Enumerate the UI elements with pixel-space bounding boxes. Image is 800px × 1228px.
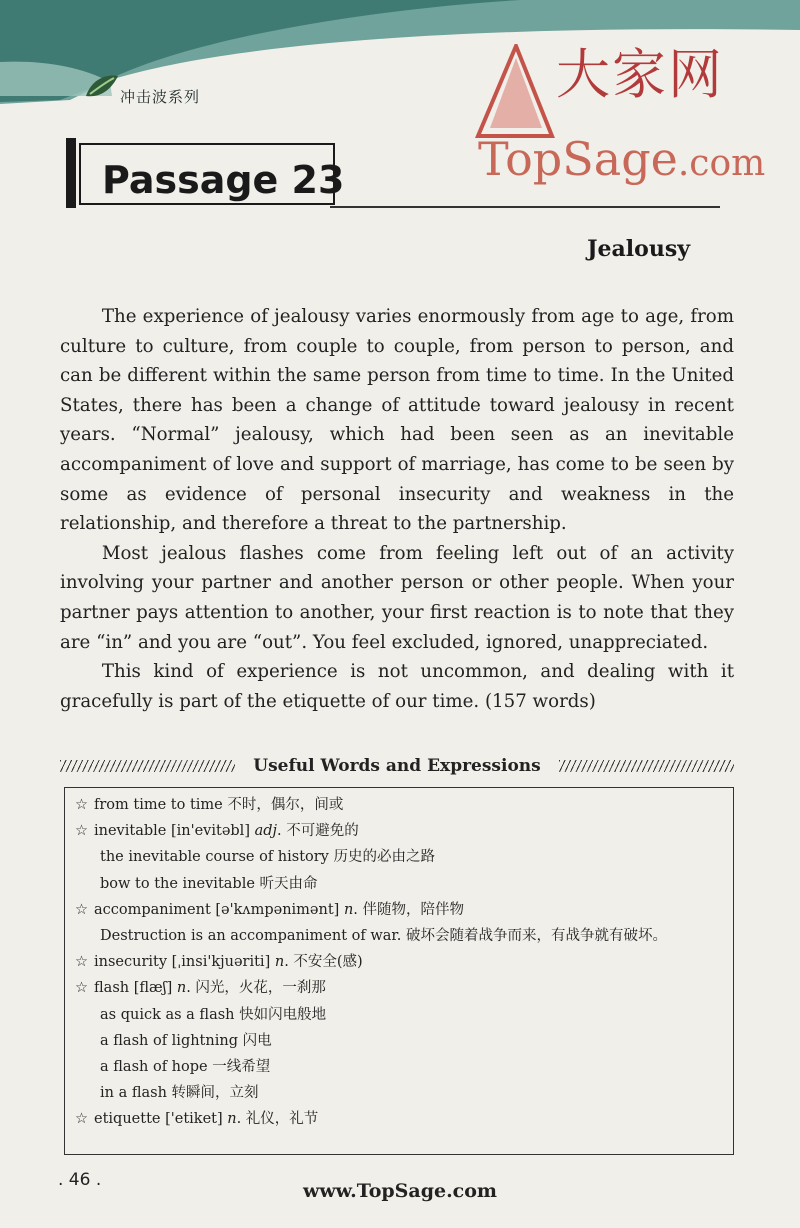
star-icon: ☆	[75, 823, 88, 840]
star-icon: ☆	[75, 980, 88, 997]
vocab-entry	[75, 792, 723, 818]
entry-head: flash [flæʃ]	[94, 980, 177, 997]
vocab-example: bow to the inevitable 听天由命	[100, 875, 318, 892]
vocab-entry	[75, 975, 723, 1001]
entry-head: accompaniment [ə'kʌmpənimənt]	[94, 901, 344, 918]
part-of-speech: n	[343, 901, 354, 918]
watermark-brand-cn: 大家网	[556, 43, 724, 106]
series-label: 冲击波系列	[120, 88, 201, 106]
watermark-brand-name: TopSage	[478, 132, 678, 186]
hatch-right	[559, 760, 734, 772]
vocab-example: Destruction is an accompaniment of war. 破坏会随着战争而来，有战争就有破坏。	[100, 928, 667, 945]
star-icon: ☆	[75, 1111, 88, 1128]
watermark-brand-en	[478, 132, 765, 186]
part-of-speech: n	[227, 1111, 237, 1128]
paragraph: This kind of experience is not uncommon, and dealing with it gracefully is part of the etiquette of our time. (157 words)	[60, 661, 734, 712]
entry-gloss: . 礼仪，礼节	[236, 1111, 319, 1128]
paragraph: Most jealous flashes come from feeling left out of an activity involving your partner and another person or other people. When your partner pays attention to another, your first reaction is to note that they are “in” and you are “out”. You feel excluded, ignored, unappreciated.	[60, 542, 734, 653]
entry-text: from time to time 不时，偶尔，间或	[94, 797, 344, 813]
vocab-example: the inevitable course of history 历史的必由之路	[100, 849, 435, 866]
paragraph: The experience of jealousy varies enormously from age to age, from culture to culture, from couple to couple, from person to person, and can be different within the same person from time to time. In the United States, there has been a change of attitude toward jealousy in recent years. “Normal” jealousy, which had been seen as an inevitable accompaniment of love and support of marriage, has come to be seen by some as evidence of personal insecurity and weakness in the relationship, and therefore a threat to the partnership.	[60, 306, 734, 535]
part-of-speech: n	[274, 954, 285, 971]
hatch-left	[60, 760, 235, 772]
entry-gloss: . 不安全(感)	[284, 954, 363, 971]
vocab-example: a flash of lightning 闪电	[100, 1032, 272, 1049]
vocab-entry	[75, 818, 723, 844]
vocab-title: Useful Words and Expressions	[253, 756, 541, 776]
vocab-entry	[75, 897, 723, 923]
footer-url: www.TopSage.com	[302, 1180, 498, 1202]
entry-head: etiquette ['etiket]	[94, 1111, 228, 1128]
vocab-example: in a flash 转瞬间，立刻	[100, 1085, 259, 1102]
vocab-box	[64, 787, 734, 1155]
title-rule	[330, 206, 720, 208]
entry-gloss: . 不可避免的	[277, 823, 359, 840]
entry-head: insecurity [ˌinsi'kjuəriti]	[94, 954, 275, 971]
part-of-speech: adj	[254, 823, 278, 840]
vocab-heading	[60, 752, 734, 780]
topsage-logo-icon	[472, 44, 556, 140]
watermark-brand-suffix: .com	[677, 143, 766, 184]
star-icon: ☆	[75, 797, 88, 813]
star-icon: ☆	[75, 901, 88, 918]
vocab-example: as quick as a flash 快如闪电般地	[100, 1006, 327, 1023]
vocab-entry	[75, 949, 723, 975]
leaf-icon	[84, 72, 120, 102]
star-icon: ☆	[75, 954, 88, 971]
passage-title: Passage 23	[102, 158, 345, 202]
page-number: . 46 .	[58, 1170, 102, 1190]
passage-body	[60, 302, 734, 716]
entry-head: inevitable [in'evitəbl]	[94, 823, 255, 840]
entry-gloss: . 闪光，火花，一刹那	[186, 980, 326, 997]
vocab-example: a flash of hope 一线希望	[100, 1059, 271, 1076]
entry-gloss: . 伴随物，陪伴物	[353, 901, 464, 918]
vocab-entry	[75, 1106, 723, 1132]
passage-heading: Jealousy	[587, 236, 690, 262]
part-of-speech: n	[176, 980, 187, 997]
